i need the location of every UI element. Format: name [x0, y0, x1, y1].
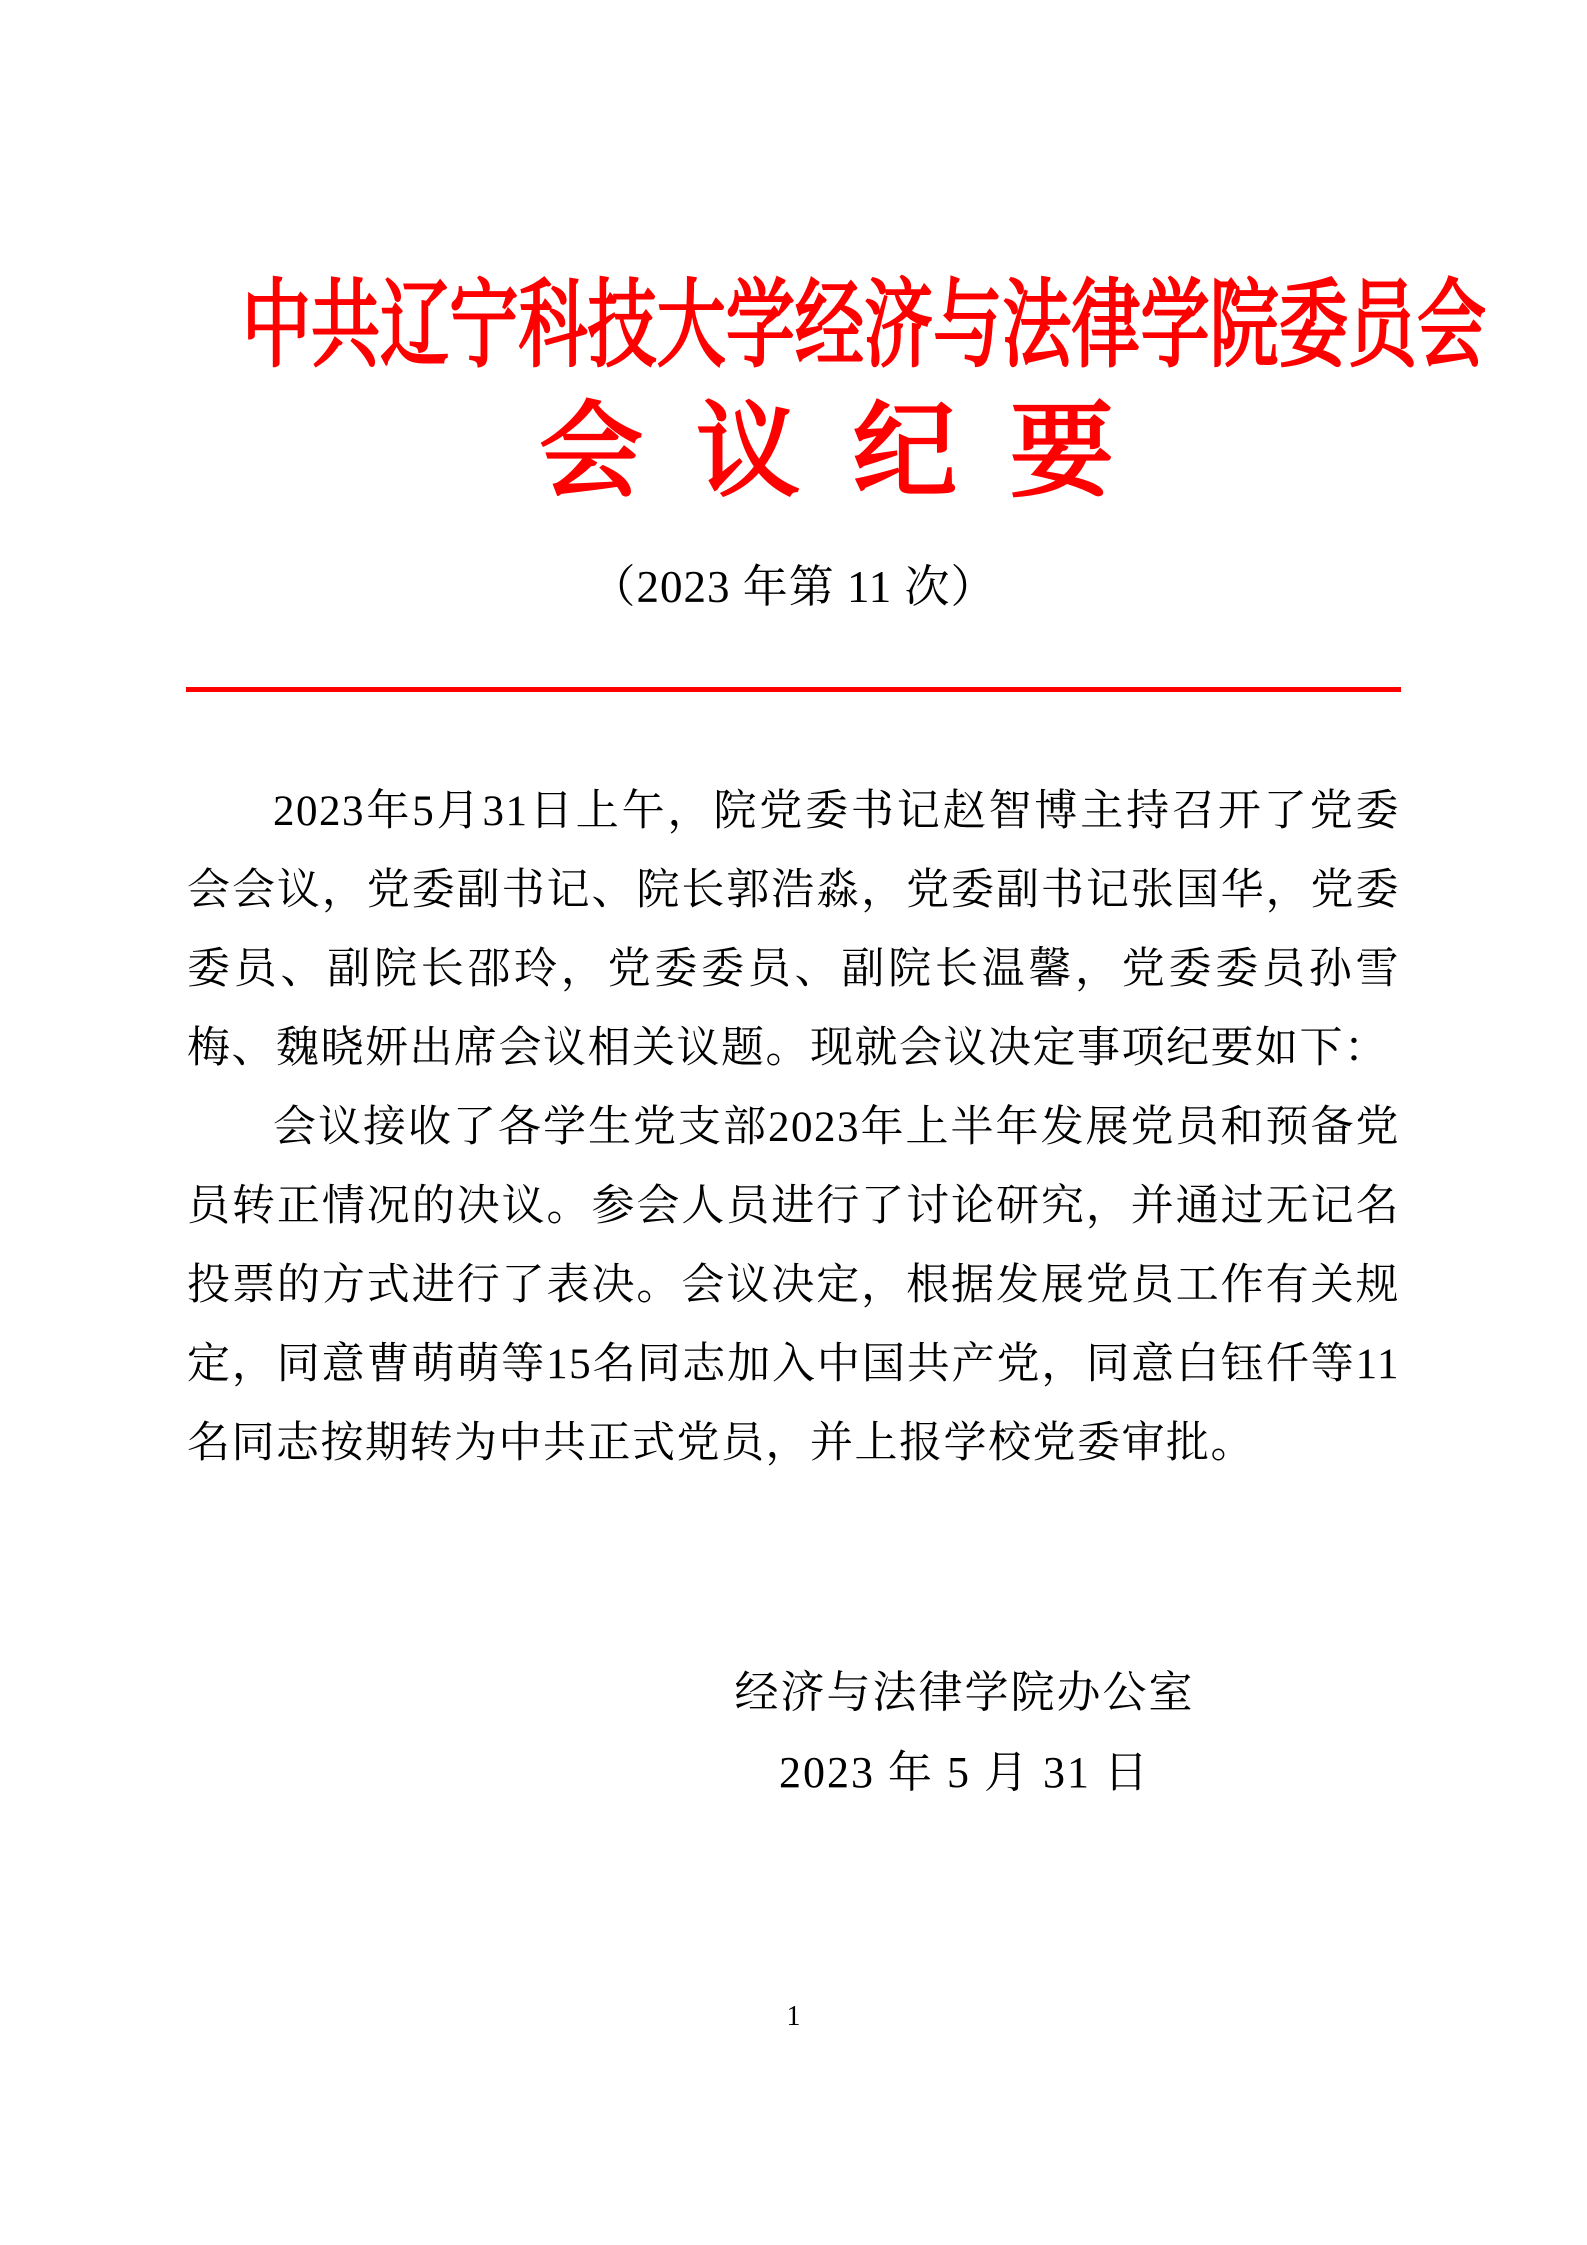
signoff-department: 经济与法律学院办公室 — [734, 1667, 1195, 1717]
document-body — [0, 772, 1587, 1483]
org-title — [0, 272, 1587, 380]
page-number: 1 — [786, 2001, 801, 2032]
org-title-text: 中共辽宁科技大学经济与法律学院委员会 — [241, 272, 1487, 379]
document-header — [0, 0, 1587, 692]
body-paragraph-2: 会议接收了各学生党支部2023年上半年发展党员和预备党员转正情况的决议。参会人员进行了讨论研究，并通过无记名投票的方式进行了表决。会议决定，根据发展党员工作有关规定，同意曹萌萌等15名同志加入中国共产党，同意白钰仟等11名同志按期转为中共正式党员，并上报学校党委审批。 — [187, 1103, 1400, 1467]
document-footer — [0, 1653, 1587, 2032]
signoff-block — [171, 1653, 1587, 1813]
doc-title: 会 议 纪 要 — [539, 393, 1126, 510]
signoff-date: 2023 年 5 月 31 日 — [779, 1747, 1150, 1797]
body-paragraph-1: 2023年5月31日上午，院党委书记赵智博主持召开了党委会会议，党委副书记、院长郭浩淼，党委副书记张国华，党委委员、副院长邵玲，党委委员、副院长温馨，党委委员孙雪梅、魏晓妍出席会议相关议题。现就会议决定事项纪要如下： — [187, 787, 1400, 1072]
red-divider-rule — [186, 687, 1401, 692]
issue-number: （2023 年第 11 次） — [590, 561, 997, 612]
